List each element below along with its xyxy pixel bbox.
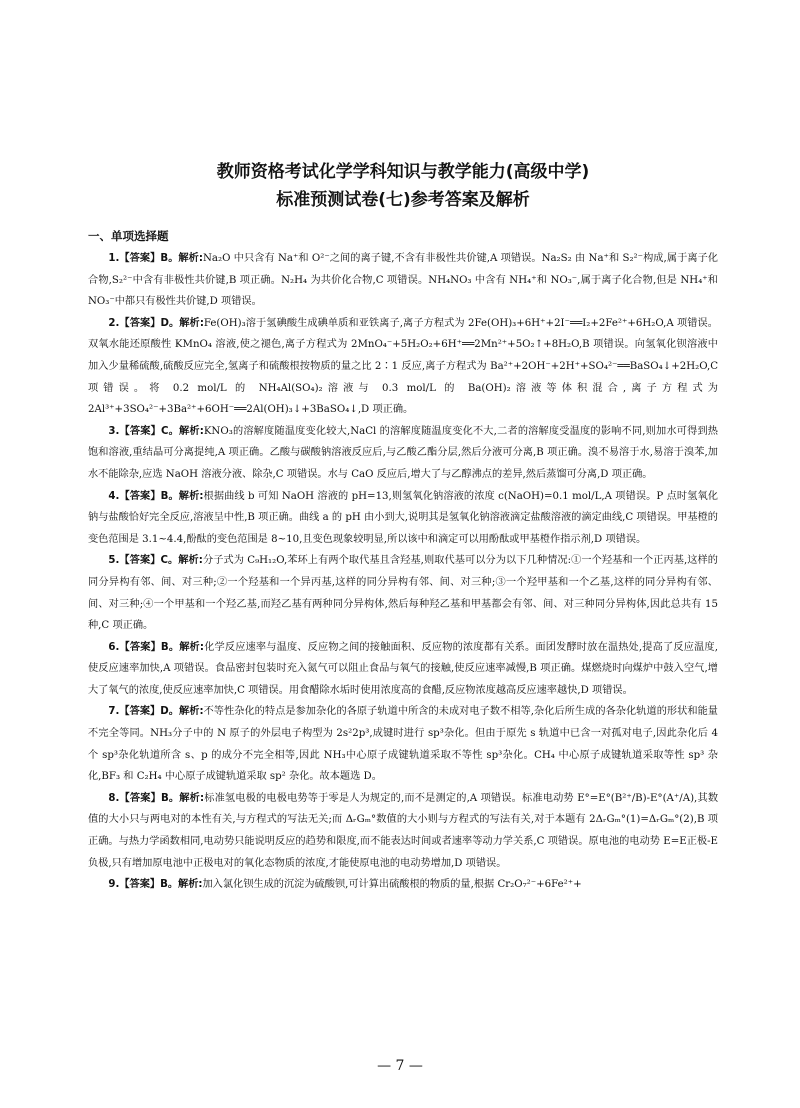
question-5 (88, 550, 718, 636)
section-heading: 一、单项选择题 (88, 229, 169, 243)
question-6 (88, 637, 718, 702)
question-8 (88, 788, 718, 874)
question-9 (88, 874, 718, 896)
answer-label: 8.【答案】B。解析: (108, 792, 205, 804)
explanation-text: Fe(OH)₃溶于氢碘酸生成碘单质和亚铁离子,离子方程式为 2Fe(OH)₃+6H⁺+2I⁻══I₂+2Fe²⁺+6H₂O,A 项错误。双氧水能还原酸性 KMnO₄ 溶液,使之褪色,离子方程式为 2MnO₄⁻+5H₂O₂+6H⁺══2Mn²⁺+5O₂↑+8H₂O,B 项错误。向氢氧化钡溶液中加入少量稀硫酸,硫酸反应完全,氢离子和硫酸根按物质的量之比 2∶1 反应,离子方程式为 Ba²⁺+2OH⁻+2H⁺+SO₄²⁻══BaSO₄↓+2H₂O,C 项错误。将 0.2 mol/L 的 NH₄Al(SO₄)₂溶液与 0.3 mol/L 的 Ba(OH)₂溶液等体积混合,离子方程式为 2Al³⁺+3SO₄²⁻+3Ba²⁺+6OH⁻══2Al(OH)₃↓+3BaSO₄↓,D 项正确。 (88, 317, 718, 416)
answer-label: 7.【答案】D。解析: (108, 706, 204, 718)
answer-label: 6.【答案】B。解析: (108, 641, 204, 653)
answer-label: 9.【答案】B。解析: (108, 879, 203, 891)
question-7 (88, 701, 718, 787)
explanation-text: 分子式为 C₉H₁₂O,苯环上有两个取代基且含羟基,则取代基可以分为以下几种情况:①一个羟基和一个正丙基,这样的同分异构有邻、间、对三种;②一个羟基和一个异丙基,这样的同分异构有邻、间、对三种;③一个羟甲基和一个乙基,这样的同分异构有邻、间、对三种;④一个甲基和一个羟乙基,而羟乙基有两种同分异构体,然后每种羟乙基和甲基都会有邻、间、对三种同分异构体,因此总共有 15 种,C 项正确。 (88, 555, 718, 632)
explanation-text: 标准氢电极的电极电势等于零是人为规定的,而不是测定的,A 项错误。标准电动势 E°=E°(B²⁺/B)-E°(A⁺/A),其数值的大小只与两电对的本性有关,与方程式的写法无关;而 ΔᵣGₘ°数值的大小则与方程式的写法有关,对于本题有 2ΔᵣGₘ°(1)=ΔᵣGₘ°(2),B 项正确。与热力学函数相同,电动势只能说明反应的趋势和限度,而不能表达时间或者速率等动力学关系,C 项错误。原电池的电动势 E=E正极-E负极,只有增加原电池中正极电对的氧化态物质的浓度,才能使原电池的电动势增加,D 项错误。 (88, 792, 719, 869)
explanation-text: Na₂O 中只含有 Na⁺和 O²⁻之间的离子键,不含有非极性共价键,A 项错误。Na₂S₂ 由 Na⁺和 S₂²⁻构成,属于离子化合物,S₂²⁻中含有非极性共价键,B 项正确。N₂H₄ 为共价化合物,C 项错误。NH₄NO₃ 中含有 NH₄⁺和 NO₃⁻,属于离子化合物,但是 NH₄⁺和 NO₃⁻中都只有极性共价键,D 项错误。 (88, 253, 718, 308)
answer-label: 5.【答案】C。解析: (108, 555, 203, 567)
answer-label: 2.【答案】D。解析: (108, 317, 204, 329)
answer-label: 3.【答案】C。解析: (108, 425, 204, 437)
answer-page (88, 158, 718, 896)
page-title-line1: 教师资格考试化学学科知识与教学能力(高级中学) (216, 162, 590, 182)
question-3 (88, 421, 718, 486)
question-4 (88, 486, 718, 551)
explanation-text: 化学反应速率与温度、反应物之间的接触面积、反应物的浓度都有关系。面团发酵时放在温热处,提高了反应温度,使反应速率加快,A 项错误。食品密封包装时充入氮气可以阻止食品与氧气的接触,使反应速率减慢,B 项正确。煤燃烧时向煤炉中鼓入空气,增大了氧气的浓度,使反应速率加快,C 项错误。用食醋除水垢时使用浓度高的食醋,反应物浓度越高反应速率越快,D 项错误。 (88, 641, 718, 696)
explanation-text: 加入氯化钡生成的沉淀为硫酸钡,可计算出硫酸根的物质的量,根据 Cr₂O₇²⁻+6Fe²⁺+ (202, 879, 582, 891)
answer-label: 4.【答案】B。解析: (108, 490, 204, 502)
question-2 (88, 313, 718, 421)
question-1 (88, 248, 718, 313)
explanation-text: 不等性杂化的特点是参加杂化的各原子轨道中所含的未成对电子数不相等,杂化后所生成的各杂化轨道的形状和能量不完全等同。NH₃分子中的 N 原子的外层电子构型为 2s²2p³,成键时进行 sp³杂化。但由于原先 s 轨道中已含一对孤对电子,因此杂化后 4 个 sp³杂化轨道所含 s、p 的成分不完全相等,因此 NH₃中心原子成键轨道采取不等性 sp³杂化。CH₄ 中心原子成键轨道采取等性 sp³ 杂化,BF₃ 和 C₂H₄ 中心原子成键轨道采取 sp² 杂化。故本题选 D。 (88, 706, 718, 783)
page-number: — 7 — (377, 1058, 423, 1074)
answer-label: 1.【答案】B。解析: (108, 253, 203, 264)
explanation-text: 根据曲线 b 可知 NaOH 溶液的 pH=13,则氢氧化钠溶液的浓度 c(NaOH)=0.1 mol/L,A 项错误。P 点时氢氧化钠与盐酸恰好完全反应,溶液呈中性,B 项正确。曲线 a 的 pH 由小到大,说明其是氢氧化钠溶液滴定盐酸溶液的滴定曲线,C 项错误。甲基橙的变色范围是 3.1~4.4,酚酞的变色范围是 8~10,且变色现象较明显,所以该中和滴定可以用酚酞或甲基橙作指示剂,D 项错误。 (88, 490, 718, 545)
page-title-line2: 标准预测试卷(七)参考答案及解析 (276, 190, 530, 210)
explanation-text: KNO₃的溶解度随温度变化较大,NaCl 的溶解度随温度变化不大,二者的溶解度受温度的影响不同,则加水可得到热饱和溶液,重结晶可分离提纯,A 项正确。乙酸与碳酸钠溶液反应后,与乙酸乙酯分层,然后分液可分离,B 项正确。溴不易溶于水,易溶于溴苯,加水不能除杂,应选 NaOH 溶液分液、除杂,C 项错误。水与 CaO 反应后,增大了与乙醇沸点的差异,然后蒸馏可分离,D 项正确。 (88, 425, 718, 480)
